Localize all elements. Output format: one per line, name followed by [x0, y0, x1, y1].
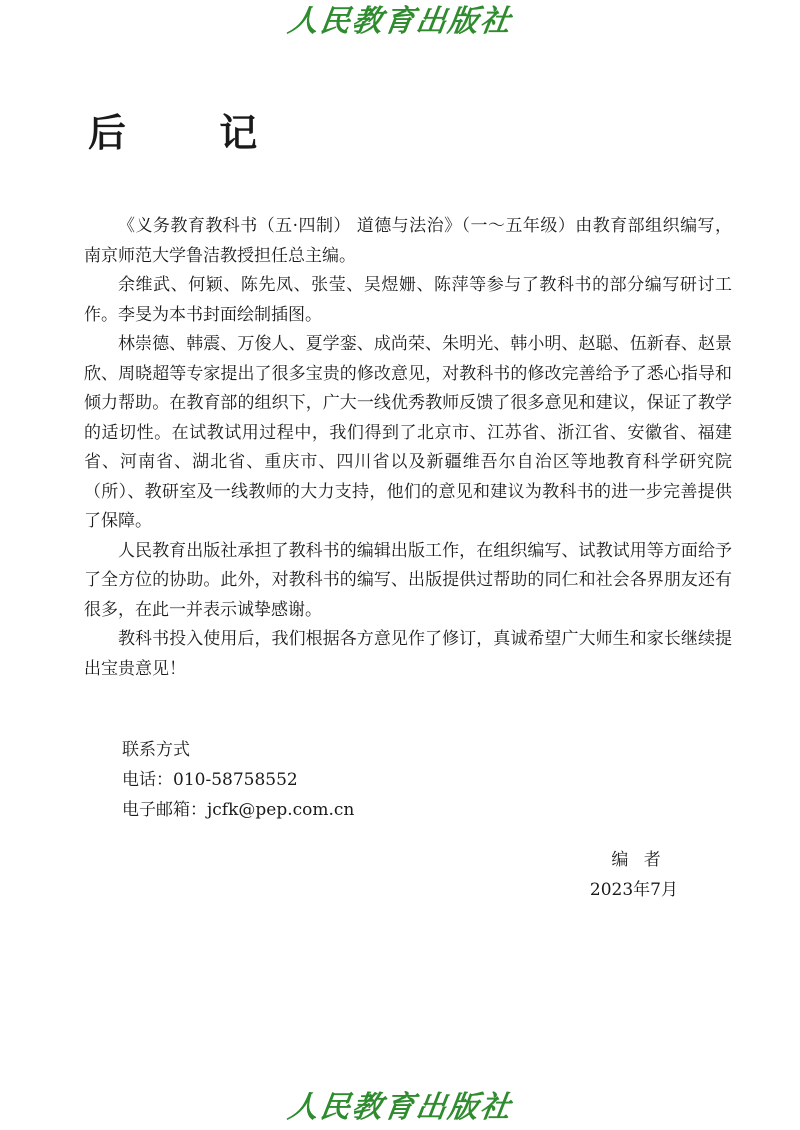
paragraph-2: 余维武、何颖、陈先凤、张莹、吴煜姗、陈萍等参与了教科书的部分编写研讨工作。李旻为本书封面绘制插图。 — [84, 275, 732, 325]
email-address[interactable]: jcfk@pep.com.cn — [207, 800, 355, 820]
paragraph-3: 林崇德、韩震、万俊人、夏学銮、成尚荣、朱明光、韩小明、赵聪、伍新春、赵景欣、周晓超等专家提出了很多宝贵的修改意见，对教科书的修改完善给予了悉心指导和倾力帮助。在教育部的组织下，广大一线优秀教师反馈了很多意见和建议，保证了教学的适切性。在试教试用过程中，我们得到了北京市、江苏省、浙江省、安徽省、福建省、河南省、湖北省、重庆市、四川省以及新疆维吾尔自治区等地教育科学研究院（所）、教研室及一线教师的大力支持，他们的意见和建议为教科书的进一步完善提供了保障。 — [84, 334, 732, 531]
phone-label: 电话： — [122, 770, 173, 790]
phone-number: 010-58758552 — [173, 770, 298, 790]
publisher-logo-top: 人民教育出版社 — [285, 4, 515, 39]
publisher-logo-bottom: 人民教育出版社 — [285, 1090, 515, 1125]
email-label: 电子邮箱： — [122, 800, 207, 820]
page-title: 后 记 — [88, 111, 298, 155]
contact-phone-row — [122, 765, 354, 795]
contact-email-row — [122, 795, 354, 825]
signature-block — [478, 845, 678, 905]
paragraph-1: 《义务教育教科书（五·四制） 道德与法治》（一～五年级）由教育部组织编写，南京师范大学鲁洁教授担任总主编。 — [84, 216, 732, 266]
afterword-body — [84, 212, 732, 684]
contact-info — [122, 735, 354, 825]
paragraph-4: 人民教育出版社承担了教科书的编辑出版工作，在组织编写、试教试用等方面给予了全方位的协助。此外，对教科书的编写、出版提供过帮助的同仁和社会各界朋友还有很多，在此一并表示诚挚感谢。 — [84, 540, 732, 620]
paragraph-5: 教科书投入使用后，我们根据各方意见作了修订，真诚希望广大师生和家长继续提出宝贵意见！ — [84, 629, 732, 679]
signature-date: 2023年7月 — [589, 880, 678, 900]
contact-heading: 联系方式 — [122, 740, 190, 760]
signature-author: 编者 — [611, 850, 676, 870]
